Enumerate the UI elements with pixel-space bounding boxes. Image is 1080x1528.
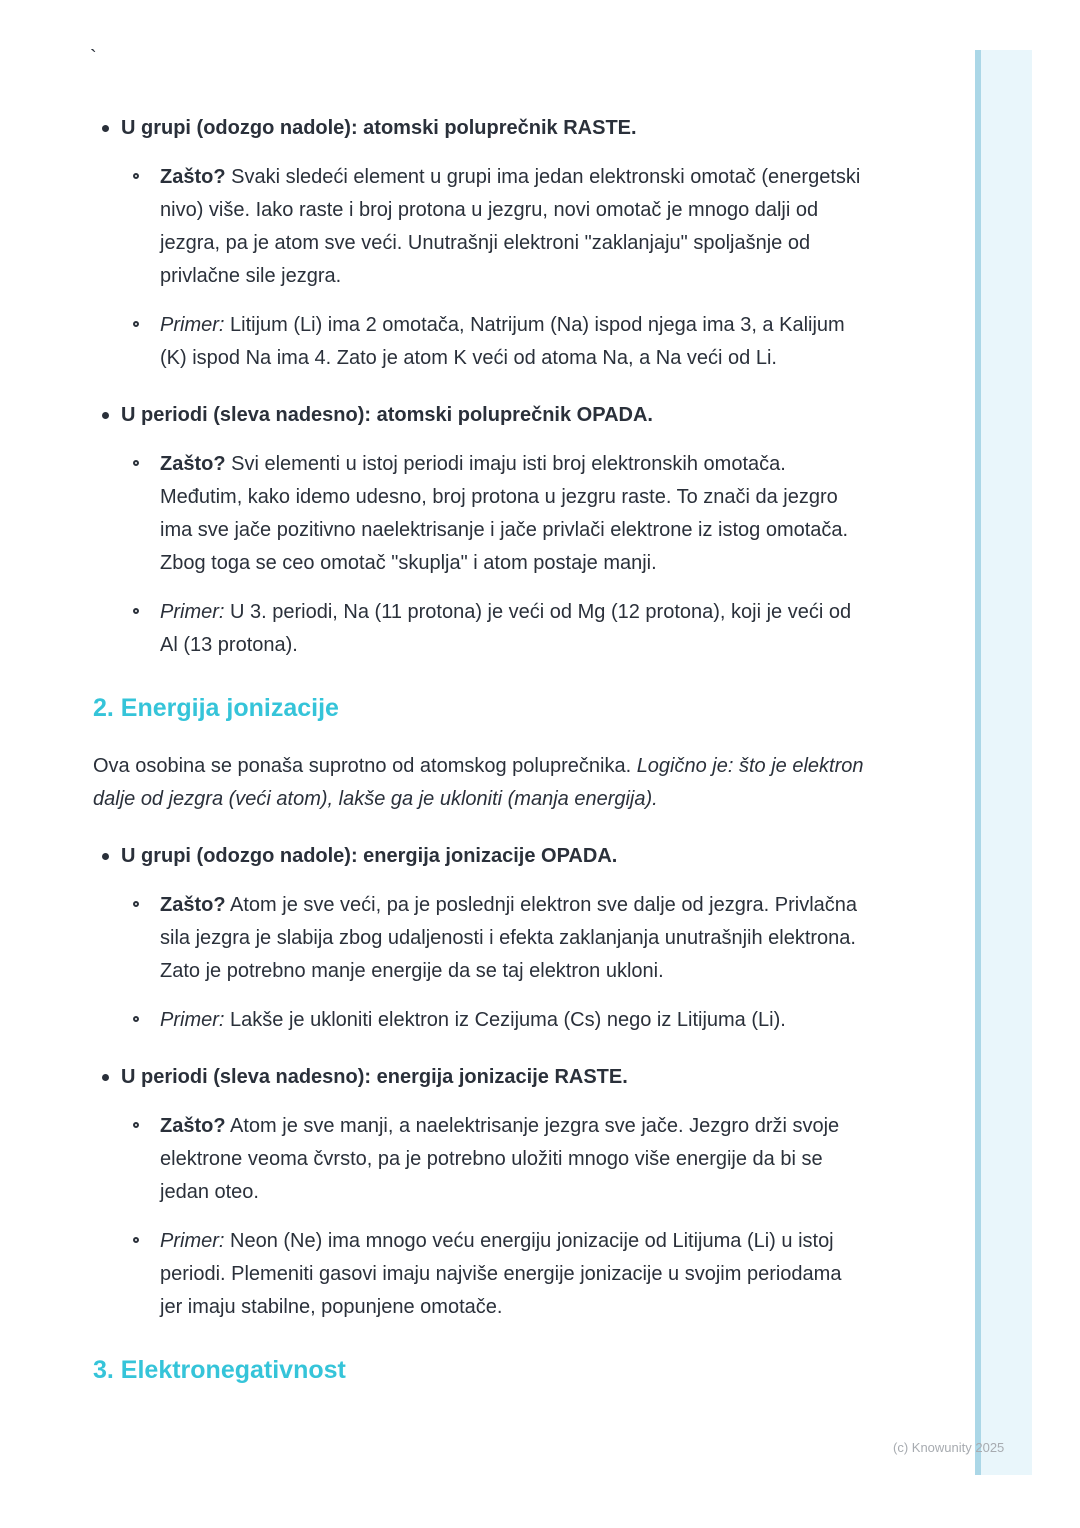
bullet-item — [93, 399, 868, 662]
example-label: Primer: — [160, 1009, 225, 1031]
sub-bullet-item — [93, 1004, 868, 1037]
why-label: Zašto? — [160, 1115, 226, 1137]
intro-paragraph — [93, 750, 868, 816]
sub-bullet-item — [93, 161, 868, 293]
example-text: Lakše je ukloniti elektron iz Cezijuma (Cs) nego iz Litijuma (Li). — [230, 1009, 786, 1031]
bullet-circle-icon — [133, 1122, 139, 1128]
bullet-circle-icon — [133, 460, 139, 466]
sub-bullet-item — [93, 596, 868, 662]
why-paragraph — [160, 161, 868, 293]
example-paragraph — [160, 309, 868, 375]
why-text: Atom je sve veći, pa je poslednji elektron sve dalje od jezgra. Privlačna sila jezgra je slabija zbog udaljenosti i efekta zaklanjanja unutrašnjih elektrona. Zato je potrebno manje energije da se taj elektron ukloni. — [160, 894, 858, 982]
sub-bullet-list — [93, 1110, 868, 1324]
bullet-item — [93, 1061, 868, 1324]
bullet-item — [93, 112, 868, 375]
why-text: Svaki sledeći element u grupi ima jedan elektronski omotač (energetski nivo) više. Iako raste i broj protona u jezgru, novi omotač je mnogo dalji od jezgra, pa je atom sve veći. Unutrašnji elektroni "zaklanjaju" spoljašnje od privlačne sile jezgra. — [160, 166, 861, 287]
why-text: Svi elementi u istoj periodi imaju isti broj elektronskih omotača. Međutim, kako idemo udesno, broj protona u jezgru raste. To znači da jezgro ima sve jače pozitivno naelektrisanje i jače privlači elektrone iz istog omotača. Zbog toga se ceo omotač "skuplja" i atom postaje manji. — [160, 453, 849, 574]
bullet-circle-icon — [133, 321, 139, 327]
sub-bullet-item — [93, 448, 868, 580]
section-heading-energija-jonizacije: 2. Energija jonizacije — [93, 694, 339, 722]
example-paragraph — [160, 1004, 868, 1037]
bullet-list-atomic-radius — [93, 112, 868, 686]
bullet-circle-icon — [133, 901, 139, 907]
example-text: Litijum (Li) ima 2 omotača, Natrijum (Na) ispod njega ima 3, a Kalijum (K) ispod Na ima 4. Zato je atom K veći od atoma Na, a Na veći od Li. — [160, 314, 845, 369]
bullet-title: U periodi (sleva nadesno): atomski poluprečnik OPADA. — [121, 404, 653, 426]
section-heading-elektronegativnost: 3. Elektronegativnost — [93, 1356, 346, 1384]
sub-bullet-list — [93, 161, 868, 375]
example-text: U 3. periodi, Na (11 protona) je veći od Mg (12 protona), koji je veći od Al (13 protona). — [160, 601, 852, 656]
bullet-circle-icon — [133, 1016, 139, 1022]
example-label: Primer: — [160, 314, 225, 336]
notes-content — [93, 112, 868, 1388]
sub-bullet-item — [93, 309, 868, 375]
bullet-dot-icon — [102, 125, 109, 132]
why-label: Zašto? — [160, 166, 226, 188]
bullet-dot-icon — [102, 853, 109, 860]
bullet-item — [93, 840, 868, 1037]
stray-backtick: ` — [90, 47, 97, 69]
sub-bullet-item — [93, 1225, 868, 1324]
why-paragraph — [160, 448, 868, 580]
example-text: Neon (Ne) ima mnogo veću energiju jonizacije od Litijuma (Li) u istoj periodi. Plemeniti gasovi imaju najviše energije jonizacije u svojim periodama jer imaju stabilne, popunjene omotače. — [160, 1230, 842, 1318]
bullet-circle-icon — [133, 608, 139, 614]
example-paragraph — [160, 1225, 868, 1324]
bullet-circle-icon — [133, 1237, 139, 1243]
why-paragraph — [160, 889, 868, 988]
sub-bullet-item — [93, 1110, 868, 1209]
bullet-circle-icon — [133, 173, 139, 179]
intro-text-normal: Ova osobina se ponaša suprotno od atomskog poluprečnika. — [93, 755, 632, 777]
copyright-watermark: (c) Knowunity 2025 — [893, 1440, 1005, 1455]
sub-bullet-list — [93, 448, 868, 662]
why-paragraph — [160, 1110, 868, 1209]
example-paragraph — [160, 596, 868, 662]
why-label: Zašto? — [160, 453, 226, 475]
sub-bullet-list — [93, 889, 868, 1037]
bullet-dot-icon — [102, 1074, 109, 1081]
bullet-list-ionization — [93, 840, 868, 1348]
why-label: Zašto? — [160, 894, 226, 916]
bullet-title: U grupi (odozgo nadole): energija jonizacije OPADA. — [121, 845, 618, 867]
bullet-title: U grupi (odozgo nadole): atomski poluprečnik RASTE. — [121, 117, 637, 139]
page-edge-stripe — [975, 50, 1032, 1475]
bullet-dot-icon — [102, 412, 109, 419]
sub-bullet-item — [93, 889, 868, 988]
example-label: Primer: — [160, 601, 225, 623]
why-text: Atom je sve manji, a naelektrisanje jezgra sve jače. Jezgro drži svoje elektrone veoma čvrsto, pa je potrebno uložiti mnogo više energije da bi se jedan oteo. — [160, 1115, 840, 1203]
intro-text-italic: Logično je: što je elektron dalje od jezgra (veći atom), lakše ga je ukloniti (manja energija). — [93, 755, 864, 810]
bullet-title: U periodi (sleva nadesno): energija jonizacije RASTE. — [121, 1066, 628, 1088]
example-label: Primer: — [160, 1230, 225, 1252]
